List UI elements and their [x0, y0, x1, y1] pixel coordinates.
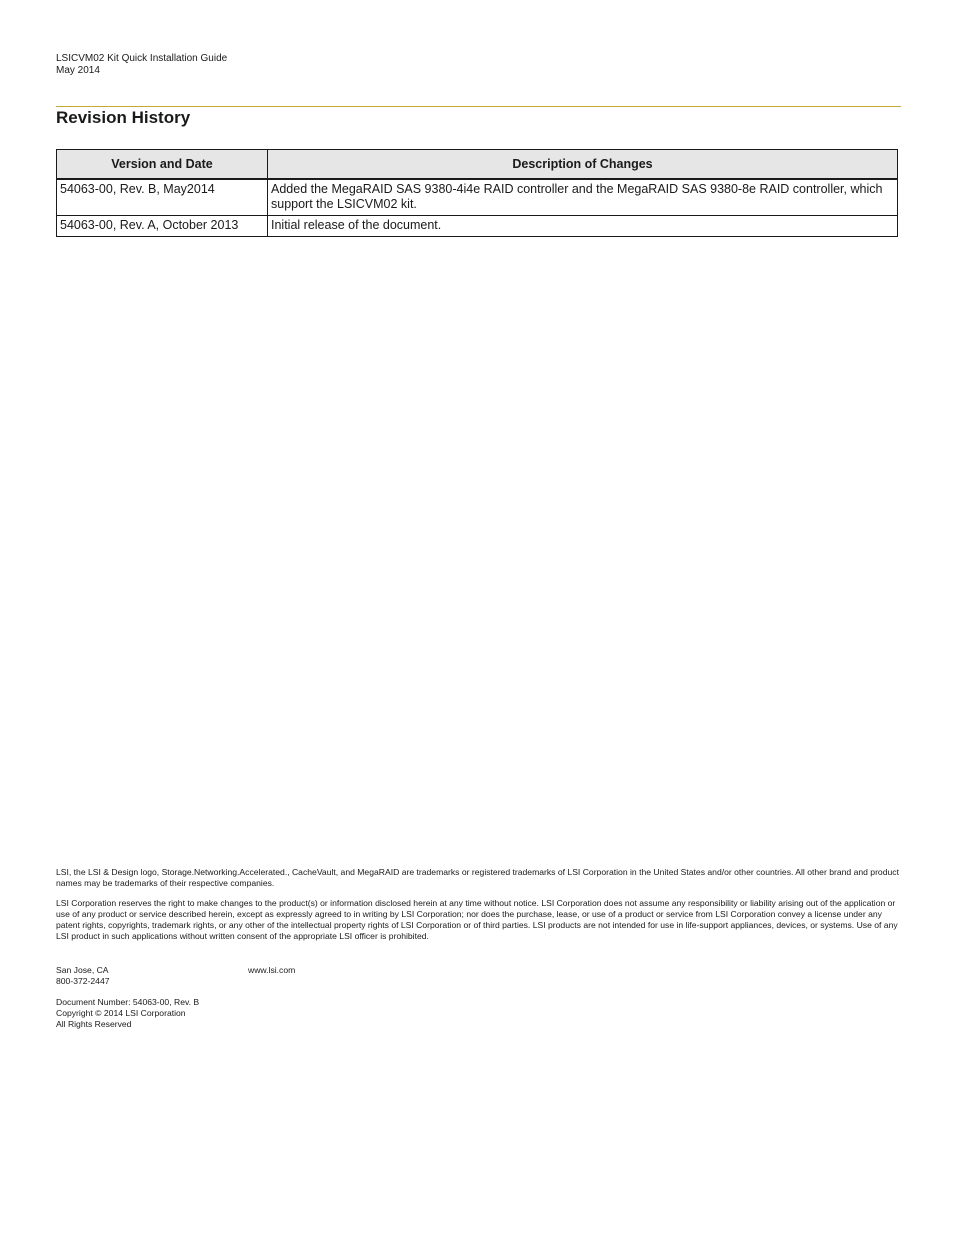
disclaimer-notice: LSI Corporation reserves the right to make changes to the product(s) or information disclosed herein at any time without notice. LSI Corporation does not assume any responsibility or liability arising out of the application or use of any product or service described herein, except as expressly agreed to in writing by LSI Corporation; nor does the purchase, lease, or use of a product or service from LSI Corporation convey a license under any patent rights, copyrights, trademark rights, or any other of the intellectual property rights of LSI Corporation or of third parties. LSI products are not intended for use in life-support appliances, devices, or systems. Use of any LSI product in such applications without written consent of the appropriate LSI officer is prohibited.	[56, 898, 898, 941]
column-header-version: Version and Date	[57, 150, 268, 180]
table-row	[57, 179, 898, 216]
contact-block	[56, 965, 110, 987]
rights-line: All Rights Reserved	[56, 1019, 132, 1029]
website-link[interactable]: www.lsi.com	[248, 965, 296, 975]
revision-history-table	[56, 149, 898, 237]
version-cell: 54063-00, Rev. A, October 2013	[57, 216, 268, 237]
document-number: Document Number: 54063-00, Rev. B	[56, 997, 200, 1007]
section-title: Revision History	[56, 108, 191, 127]
column-header-description: Description of Changes	[268, 150, 898, 180]
copyright-line: Copyright © 2014 LSI Corporation	[56, 1008, 186, 1018]
contact-phone: 800-372-2447	[56, 976, 110, 986]
description-cell: Added the MegaRAID SAS 9380-4i4e RAID controller and the MegaRAID SAS 9380-8e RAID controller, which support the LSICVM02 kit.	[268, 179, 898, 216]
contact-city: San Jose, CA	[56, 965, 109, 975]
description-cell: Initial release of the document.	[268, 216, 898, 237]
table-header-row	[57, 150, 898, 180]
version-cell: 54063-00, Rev. B, May2014	[57, 179, 268, 216]
document-date: May 2014	[56, 65, 100, 76]
document-info-block	[56, 997, 199, 1030]
page-header	[56, 53, 227, 77]
trademark-notice: LSI, the LSI & Design logo, Storage.Networking.Accelerated., CacheVault, and MegaRAID are trademarks or registered trademarks of LSI Corporation in the United States and/or other countries. All other brand and product names may be trademarks of their respective companies.	[56, 867, 899, 888]
document-title: LSICVM02 Kit Quick Installation Guide	[56, 53, 228, 64]
table-row	[57, 216, 898, 237]
